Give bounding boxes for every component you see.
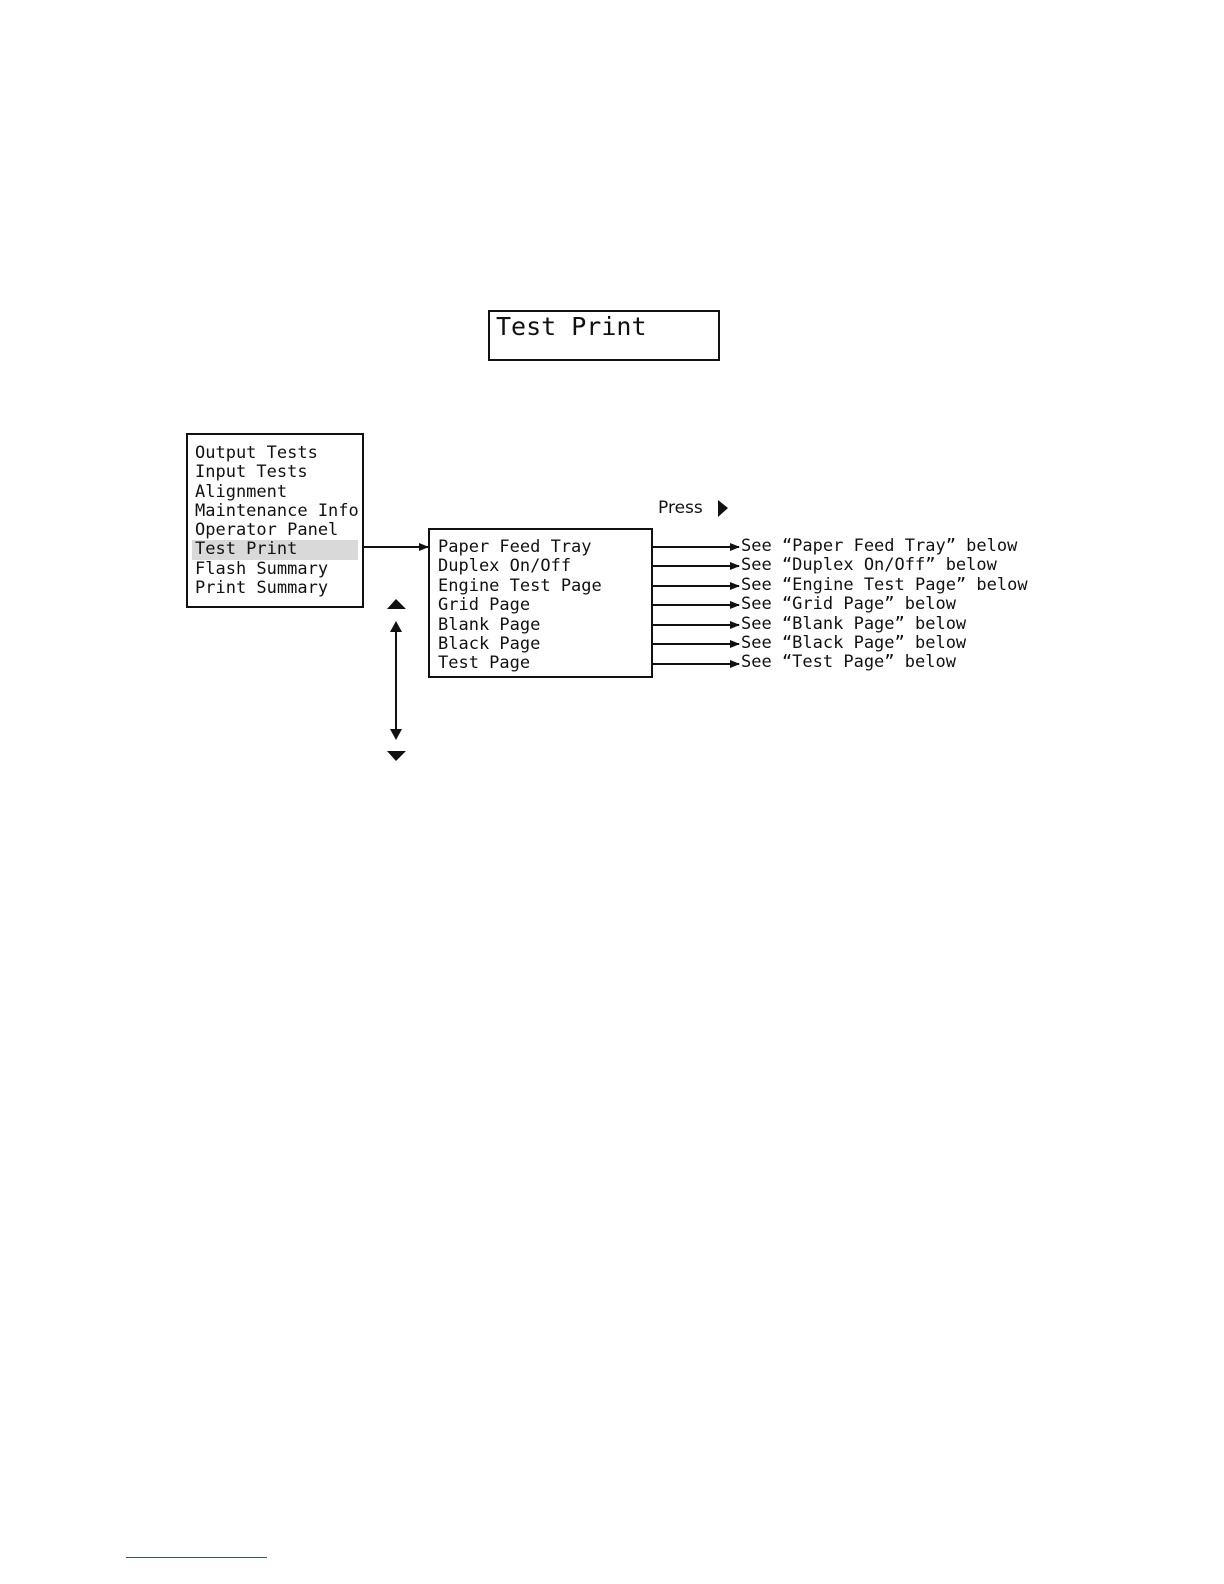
menu-item-input-tests[interactable]: Input Tests	[195, 462, 308, 483]
menu-item-alignment[interactable]: Alignment	[195, 481, 288, 502]
down-triangle-icon	[387, 751, 406, 761]
menu-item-output-tests[interactable]: Output Tests	[195, 443, 318, 463]
submenu-item-engine-test-page[interactable]: Engine Test Page	[438, 575, 602, 596]
menu-item-test-print[interactable]: Test Print	[192, 540, 358, 559]
menu-item-maintenance-info[interactable]: Maintenance Info	[195, 500, 359, 521]
menu-item-flash-summary[interactable]: Flash Summary	[195, 558, 329, 579]
lcd-display-text: Test Print	[496, 312, 647, 341]
see-paper-feed-tray: See “Paper Feed Tray” below	[741, 536, 1018, 556]
submenu-item-black-page[interactable]: Black Page	[438, 633, 541, 654]
double-headed-vertical-arrow-icon	[390, 621, 402, 740]
see-black-page: See “Black Page” below	[741, 632, 967, 653]
submenu-item-duplex-on-off[interactable]: Duplex On/Off	[438, 556, 572, 577]
see-blank-page: See “Blank Page” below	[741, 613, 967, 634]
see-grid-page: See “Grid Page” below	[741, 594, 956, 615]
see-duplex-on-off: See “Duplex On/Off” below	[741, 555, 997, 576]
menu-item-operator-panel[interactable]: Operator Panel	[195, 520, 339, 541]
menu-item-print-summary[interactable]: Print Summary	[195, 578, 329, 599]
right-triangle-icon	[718, 500, 728, 517]
up-triangle-icon	[387, 599, 406, 609]
submenu-item-test-page[interactable]: Test Page	[438, 653, 531, 674]
footer-rule	[126, 1557, 267, 1558]
submenu-item-blank-page[interactable]: Blank Page	[438, 614, 541, 635]
see-test-page: See “Test Page” below	[741, 652, 956, 673]
press-label: Press	[658, 498, 703, 518]
see-engine-test-page: See “Engine Test Page” below	[741, 574, 1028, 595]
submenu-item-grid-page[interactable]: Grid Page	[438, 595, 531, 616]
submenu-item-paper-feed-tray[interactable]: Paper Feed Tray	[438, 537, 592, 557]
